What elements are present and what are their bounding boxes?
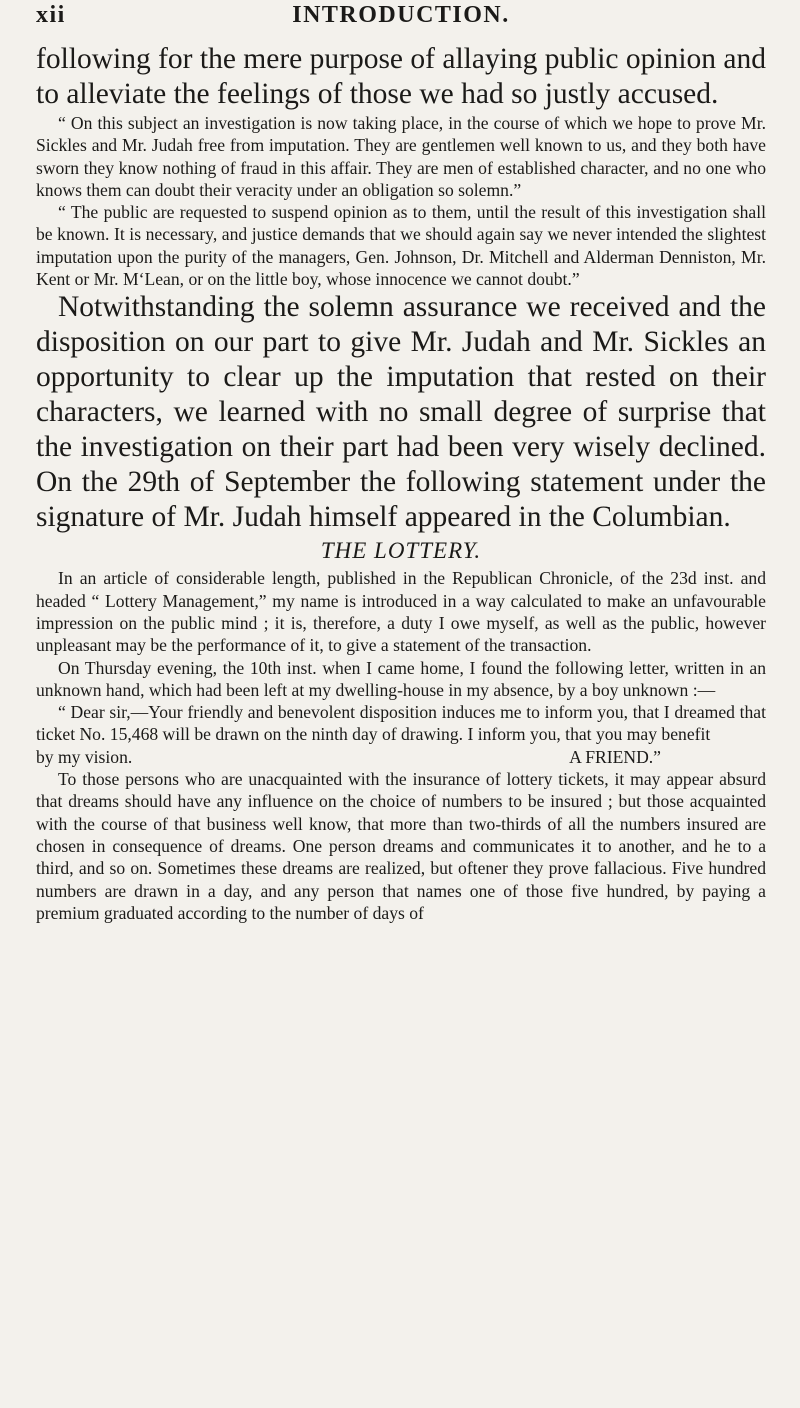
running-head: INTRODUCTION. (292, 2, 510, 28)
page-number: xii (36, 2, 66, 28)
quote-paragraph-2: “ The public are requested to suspend opinion as to them, until the result of this investigation shall be known. It is necessary, and justice demands that we should again say we never intended the slightest imputation upon the purity of the managers, Gen. Johnson, Dr. Mitchell and Alderman Denniston, Mr. Kent or Mr. M‘Lean, or on the little boy, whose innocence we cannot doubt.” (36, 202, 766, 290)
statement-paragraph-1: In an article of considerable length, published in the Republican Chronicle, of the 23d inst. and headed “ Lottery Management,” my name is introduced in a way calculated to make an unfavourable impression on the public mind ; it is, therefore, a duty I owe myself, as well as the public, however unpleasant may be the performance of it, to give a statement of the transaction. (36, 568, 766, 656)
quote-paragraph-1: “ On this subject an investigation is now taking place, in the course of which we hope to prove Mr. Sickles and Mr. Judah free from imputation. They are gentlemen well known to us, and they both have sworn they know nothing of fraud in this affair. They are men of established character, and no one who knows them can doubt their veracity under an obligation so solemn.” (36, 113, 766, 200)
statement-paragraph-2: On Thursday evening, the 10th inst. when I came home, I found the following letter, written in an unknown hand, which had been left at my dwelling-house in my absence, by a boy unknown :— (36, 657, 766, 700)
paragraph-1: following for the mere purpose of allaying public opinion and to alleviate the feelings of those we had so justly accused. (36, 43, 766, 110)
paragraph-notwithstanding: Notwithstanding the solemn assurance we received and the disposition on our part to give Mr. Judah and Mr. Sickles an opportunity to clear up the imputation that rested on their characters, we learned with no small degree of surprise that the investigation on their part had been very wisely declined. On the 29th of September the following statement under the signature of Mr. Judah himself appeared in the Columbian. (36, 291, 766, 534)
letter-paragraph: “ Dear sir,—Your friendly and benevolent disposition induces me to inform you, that I dreamed that ticket No. 15,468 will be drawn on the ninth day of drawing. I inform you, that you may benefit (36, 702, 766, 745)
page-header (36, 0, 766, 40)
letter-signature-line (36, 746, 766, 768)
letter-signature: A FRIEND.” (569, 746, 661, 767)
section-title: THE LOTTERY. (320, 538, 482, 564)
statement-paragraph-3: To those persons who are unacquainted with the insurance of lottery tickets, it may appear absurd that dreams should have any influence on the choice of numbers to be insured ; but those acquainted with the course of that business well know, that more than two-thirds of all the numbers insured are chosen in consequence of dreams. One person dreams and communicates it to another, and he to a third, and so on. Sometimes these dreams are realized, but oftener they prove fallacious. Five hundred numbers are drawn in a day, and any person that names one of those five hundred, by paying a premium graduated according to the number of days of (36, 769, 766, 923)
letter-last-line: by my vision. (36, 746, 133, 767)
